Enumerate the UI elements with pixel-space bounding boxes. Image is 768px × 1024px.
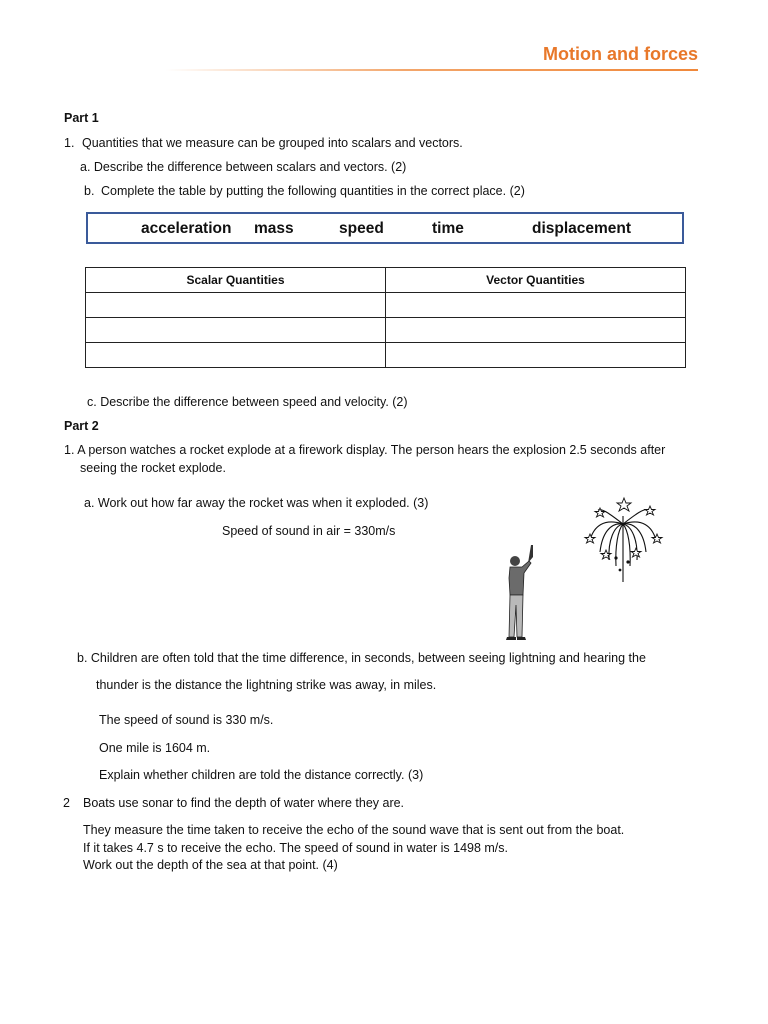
part1-q1c: c. Describe the difference between speed and velocity. (2)	[87, 395, 408, 409]
table-header-scalar: Scalar Quantities	[86, 268, 386, 293]
part2-q1a: a. Work out how far away the rocket was when it exploded. (3)	[84, 496, 429, 510]
quantity-word: speed	[339, 220, 384, 237]
firework-illustration	[580, 494, 666, 586]
part2-q2-line3: Work out the depth of the sea at that point. (4)	[83, 858, 338, 872]
part2-q1-line1: 1. A person watches a rocket explode at a firework display. The person hears the explosion 2.5 seconds after	[64, 443, 666, 457]
quantity-word: mass	[254, 220, 294, 237]
quantities-table	[85, 267, 686, 368]
part2-q1b-fact2: One mile is 1604 m.	[99, 741, 211, 755]
part1-q1b-text: Complete the table by putting the following quantities in the correct place. (2)	[101, 184, 525, 198]
part1-q1-number: 1.	[64, 136, 75, 150]
table-cell[interactable]	[86, 293, 386, 318]
table-cell[interactable]	[386, 343, 686, 368]
quantity-word: time	[432, 220, 464, 237]
part1-q1-text: Quantities that we measure can be grouped into scalars and vectors.	[82, 136, 463, 150]
table-header-row	[86, 268, 686, 293]
table-row	[86, 318, 686, 343]
quantity-word: displacement	[532, 220, 632, 237]
part2-q2-number: 2	[63, 796, 70, 810]
table-cell[interactable]	[386, 293, 686, 318]
part2-q1b-fact1: The speed of sound is 330 m/s.	[99, 713, 274, 727]
table-row	[86, 343, 686, 368]
quantity-word: acceleration	[141, 220, 232, 237]
part1-q1b-letter: b.	[84, 184, 95, 198]
part1-q1a: a. Describe the difference between scalars and vectors. (2)	[80, 160, 407, 174]
speed-of-sound-note: Speed of sound in air = 330m/s	[222, 524, 396, 538]
part2-q1b-line1: b. Children are often told that the time difference, in seconds, between seeing lightning and hearing the	[77, 651, 646, 665]
table-header-vector: Vector Quantities	[386, 268, 686, 293]
table-cell[interactable]	[386, 318, 686, 343]
part2-heading: Part 2	[64, 419, 99, 433]
part1-heading: Part 1	[64, 111, 99, 125]
part2-q1b-task: Explain whether children are told the distance correctly. (3)	[99, 768, 424, 782]
header-divider	[165, 69, 698, 71]
table-row	[86, 293, 686, 318]
quantities-word-box	[86, 212, 684, 244]
part2-q1b-line2: thunder is the distance the lightning strike was away, in miles.	[96, 678, 437, 692]
part2-q2-line1: They measure the time taken to receive the echo of the sound wave that is sent out from the boat.	[83, 823, 625, 837]
part2-q2-line2: If it takes 4.7 s to receive the echo. The speed of sound in water is 1498 m/s.	[83, 841, 509, 855]
table-cell[interactable]	[86, 318, 386, 343]
page-header-title: Motion and forces	[542, 44, 698, 64]
part2-q1-line2: seeing the rocket explode.	[80, 461, 226, 475]
person-watching-illustration	[498, 543, 538, 643]
part2-q2-text: Boats use sonar to find the depth of water where they are.	[83, 796, 405, 810]
table-cell[interactable]	[86, 343, 386, 368]
